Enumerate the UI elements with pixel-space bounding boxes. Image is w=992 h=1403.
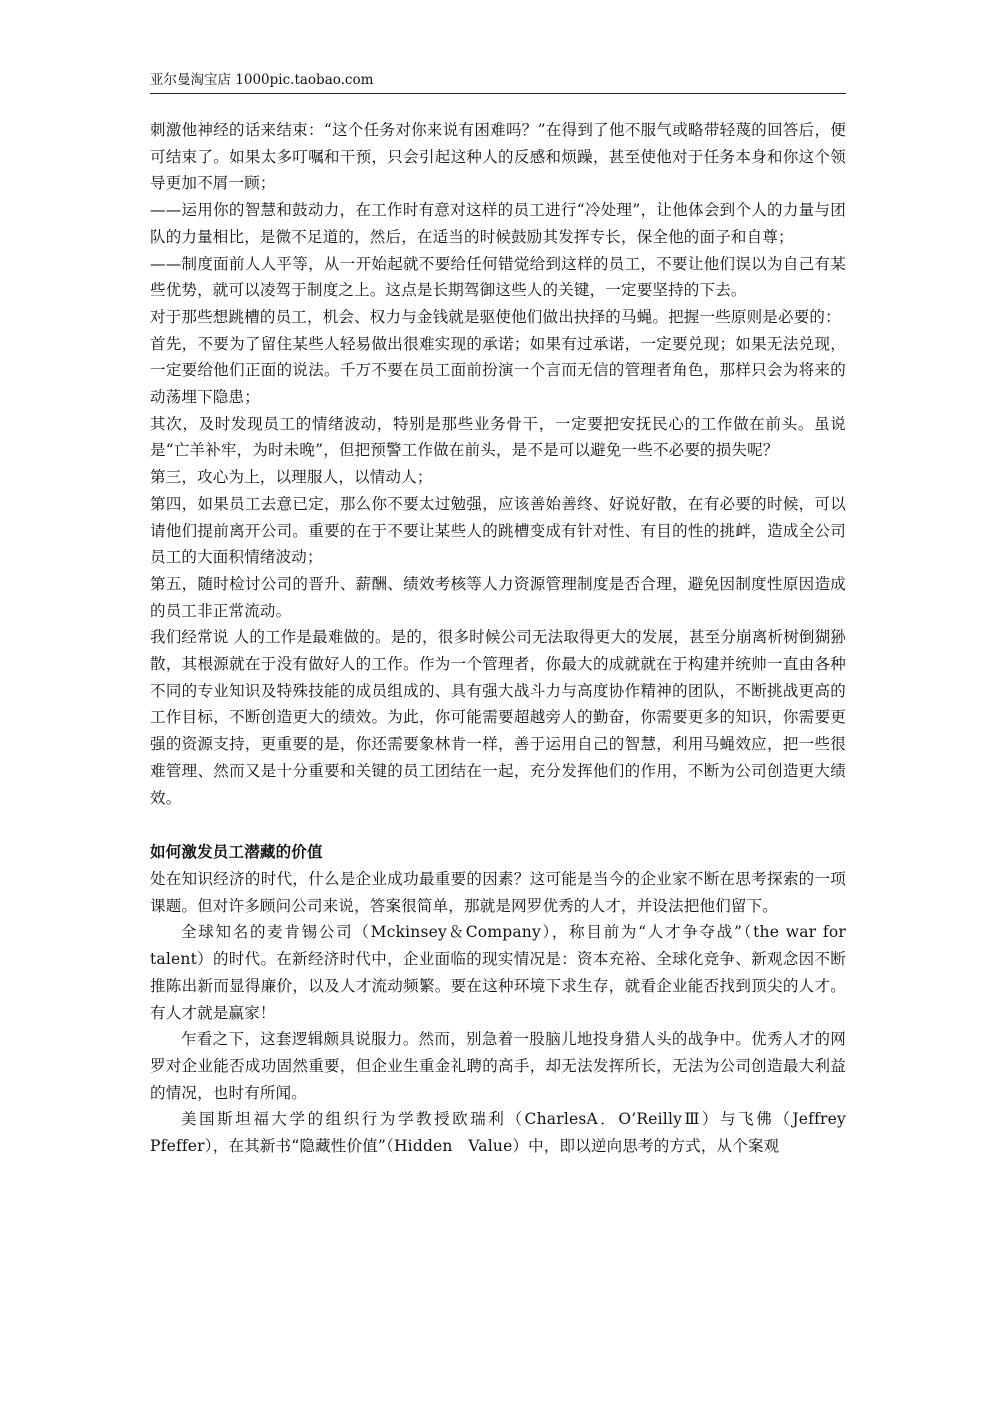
paragraph: 全球知名的麦肯锡公司（Mckinsey＆Company），称目前为“人才争夺战”（the war for talent）的时代。在新经济时代中，企业面临的现实情况是：资本充裕、全球化竞争、新观念因不断推陈出新而显得廉价，以及人才流动频繁。要在这种环境下求生存，就看企业能否找到顶尖的人才。有人才就是赢家！ [150, 923, 846, 1022]
paragraph: ——运用你的智慧和鼓动力，在工作时有意对这样的员工进行“冷处理”，让他体会到个人的力量与团队的力量相比，是微不足道的，然后，在适当的时候鼓励其发挥专长，保全他的面子和自尊； [150, 201, 846, 246]
page-header [150, 71, 846, 94]
paragraph: 其次，及时发现员工的情绪波动，特别是那些业务骨干，一定要把安抚民心的工作做在前头。虽说是“亡羊补牢，为时未晚”，但把预警工作做在前头，是不是可以避免一些不必要的损失呢？ [150, 414, 846, 460]
header-text: 亚尔曼淘宝店 1000pic.taobao.com [150, 72, 374, 88]
paragraph: 乍看之下，这套逻辑颇具说服力。然而，别急着一股脑儿地投身猎人头的战争中。优秀人才的网罗对企业能否成功固然重要，但企业生重金礼聘的高手，却无法发挥所长，无法为公司创造最大利益的情况，也时有所闻。 [150, 1030, 846, 1102]
paragraph: 刺激他神经的话来结束：“这个任务对你来说有困难吗？”在得到了他不服气或略带轻蔑的回答后，便可结束了。如果太多叮嘱和干预，只会引起这种人的反感和烦躁，甚至使他对于任务本身和你这个领导更加不屑一顾； [150, 121, 846, 193]
paragraph: 对于那些想跳槽的员工，机会、权力与金钱就是驱使他们做出抉择的马蝇。把握一些原则是必要的： [150, 307, 841, 326]
paragraph: 第三，攻心为上，以理服人，以情动人； [150, 468, 433, 487]
paragraph: 第五，随时检讨公司的晋升、薪酬、绩效考核等人力资源管理制度是否合理，避免因制度性原因造成的员工非正常流动。 [150, 574, 846, 620]
document-body [150, 117, 846, 1160]
paragraph: 美国斯坦福大学的组织行为学教授欧瑞利（CharlesA．O’ReillyⅢ）与飞佛（Jeffrey Pfeffer），在其新书“隐藏性价值”（Hidden Value）中，即以逆向思考的方式，从个案观 [150, 1110, 846, 1156]
paragraph: 第四，如果员工去意已定，那么你不要太过勉强，应该善始善终、好说好散，在有必要的时候，可以请他们提前离开公司。重要的在于不要让某些人的跳槽变成有针对性、有目的性的挑衅，造成全公司员工的大面积情绪波动； [150, 494, 846, 567]
paragraph: 首先，不要为了留住某些人轻易做出很难实现的承诺；如果有过承诺，一定要兑现；如果无法兑现，一定要给他们正面的说法。千万不要在员工面前扮演一个言而无信的管理者角色，那样只会为将来的动荡埋下隐患； [150, 334, 846, 407]
section-title: 如何激发员工潜藏的价值 [150, 842, 323, 862]
paragraph: 我们经常说 人的工作是最难做的。是的，很多时候公司无法取得更大的发展，甚至分崩离析树倒猢狲散，其根源就在于没有做好人的工作。作为一个管理者，你最大的成就就在于构建并统帅一直由各种不同的专业知识及特殊技能的成员组成的、具有强大战斗力与高度协作精神的团队，不断挑战更高的工作目标，不断创造更大的绩效。为此，你可能需要超越旁人的勤奋，你需要更多的知识，你需要更强的资源支持，更重要的是，你还需要象林肯一样，善于运用自己的智慧，利用马蝇效应，把一些很难管理、然而又是十分重要和关键的员工团结在一起，充分发挥他们的作用，不断为公司创造更大绩效。 [150, 628, 846, 807]
paragraph: ——制度面前人人平等，从一开始起就不要给任何错觉给到这样的员工，不要让他们误以为自己有某些优势，就可以凌驾于制度之上。这点是长期驾御这些人的关键，一定要坚持的下去。 [150, 254, 846, 300]
paragraph: 处在知识经济的时代，什么是企业成功最重要的因素？这可能是当今的企业家不断在思考探索的一项课题。但对许多顾问公司来说，答案很简单，那就是网罗优秀的人才，并设法把他们留下。 [150, 869, 846, 915]
